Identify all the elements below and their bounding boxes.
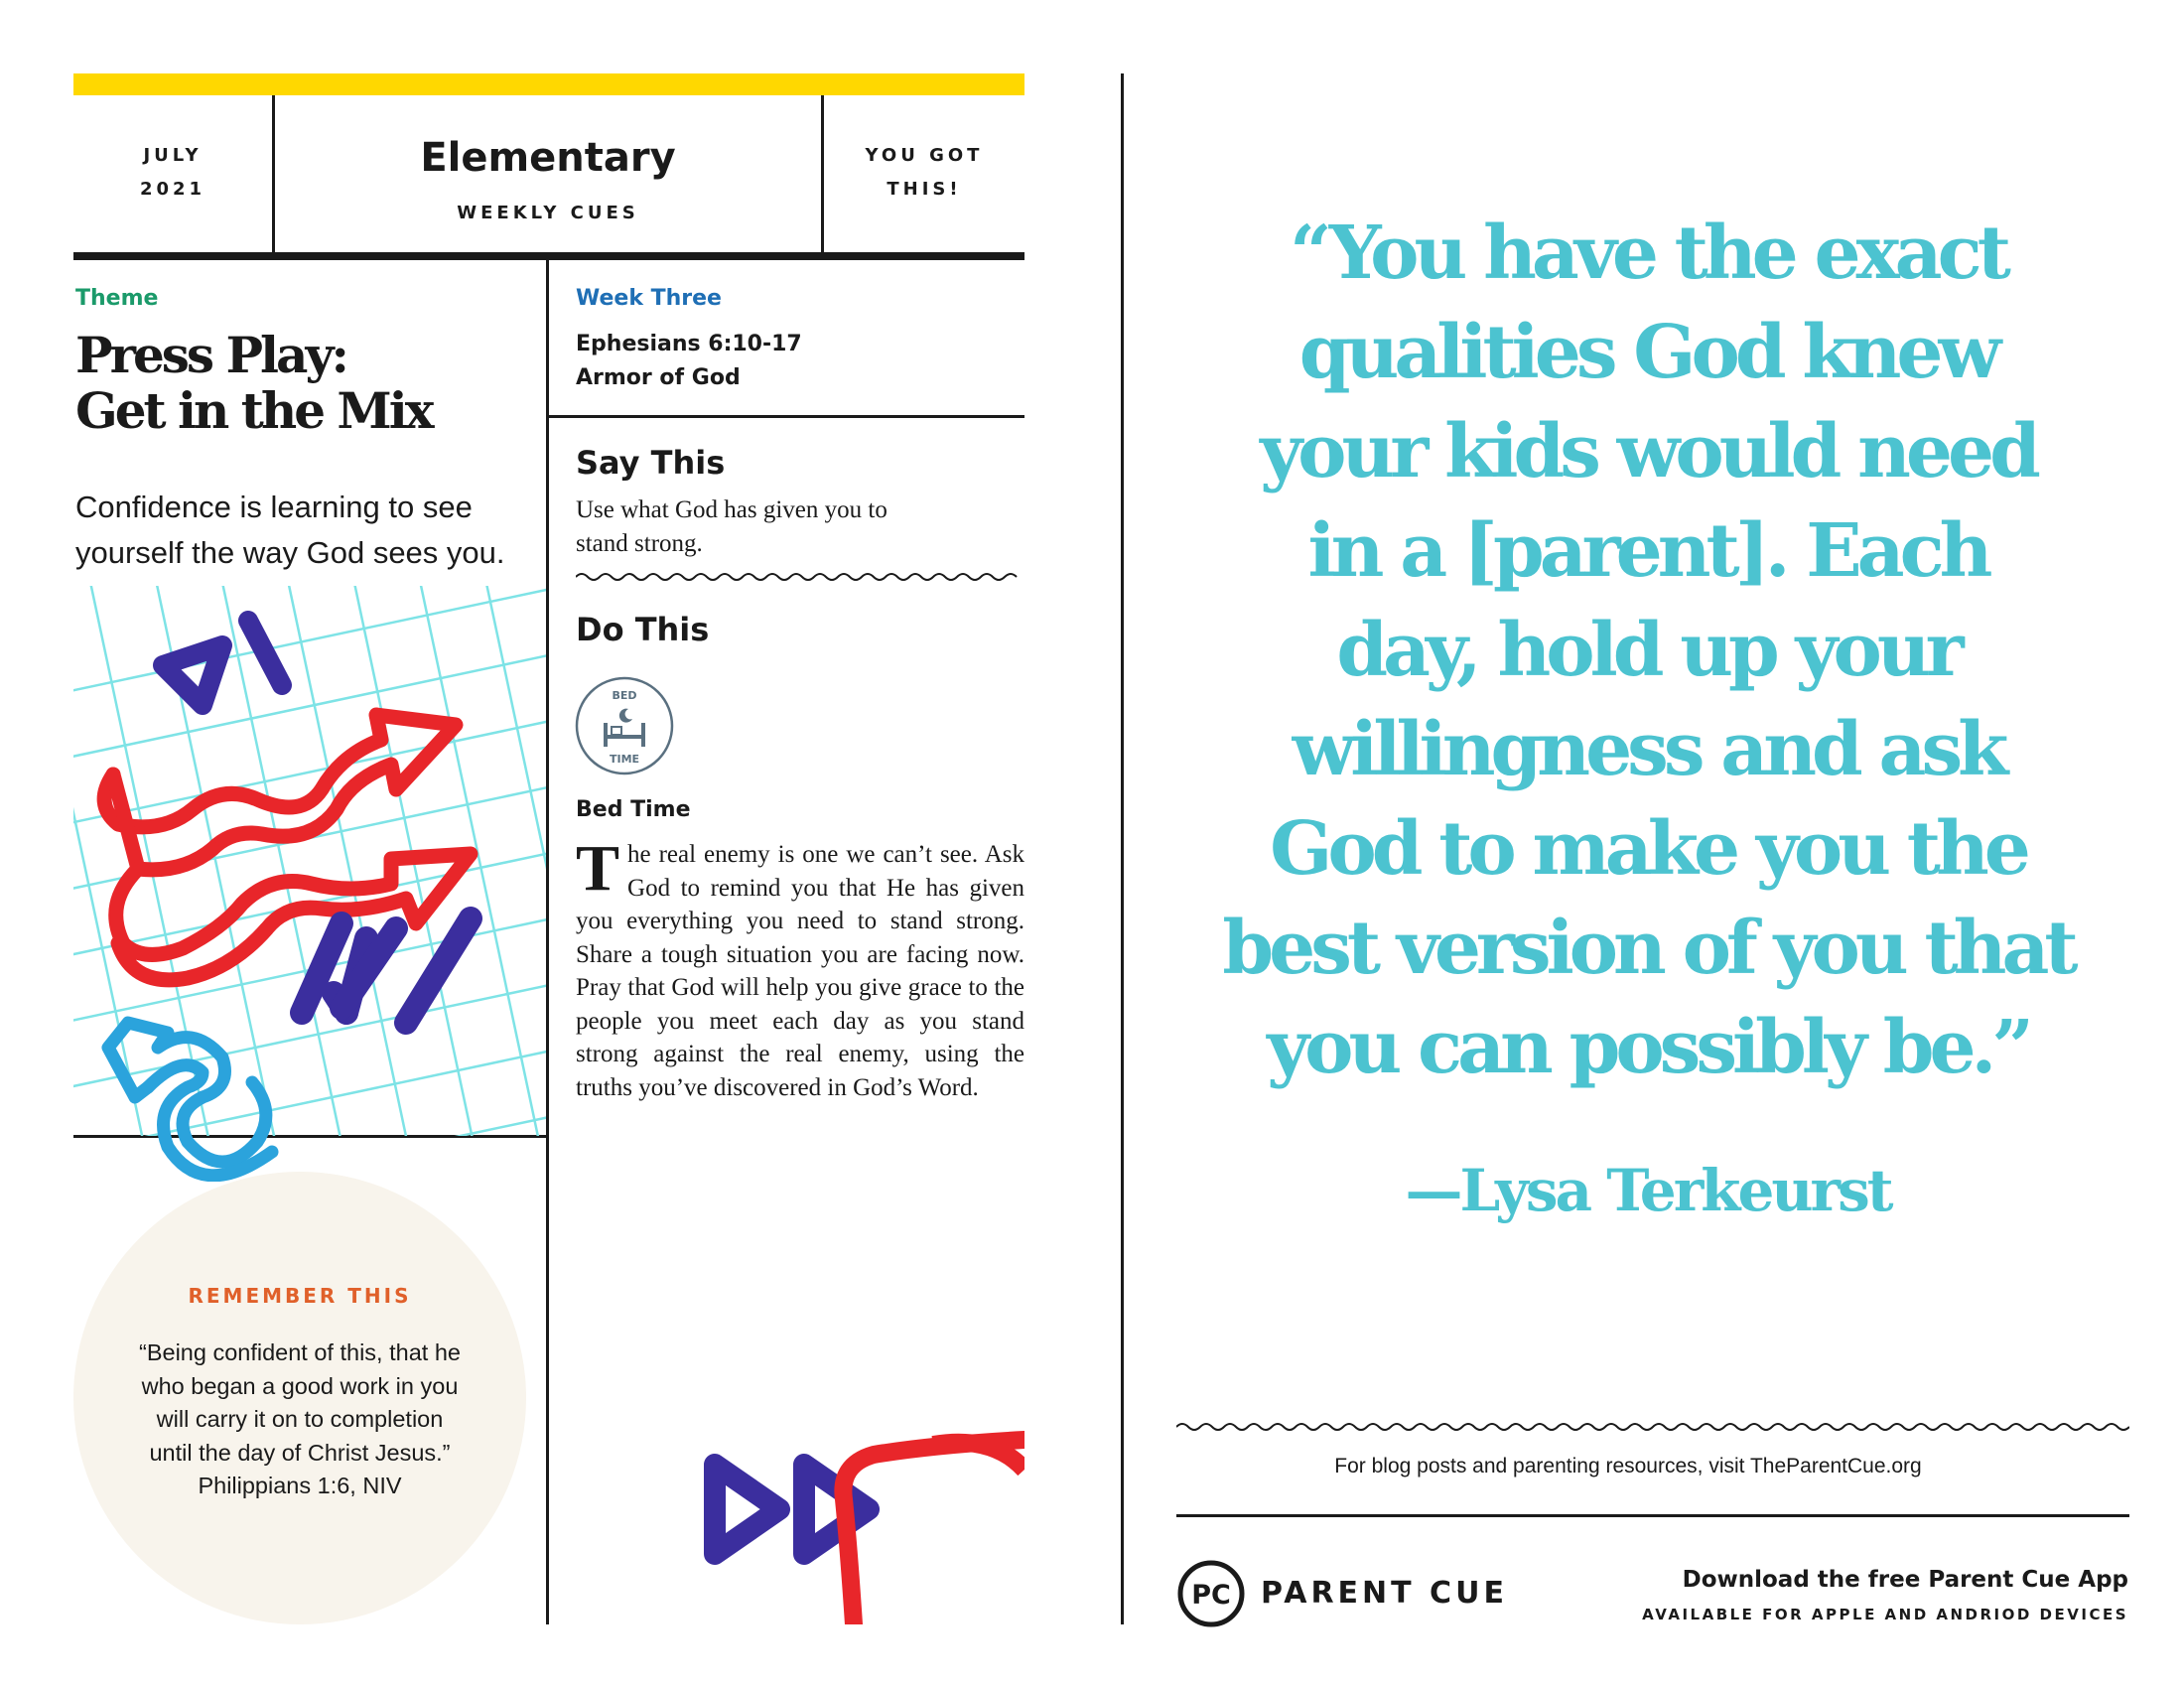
header-tagline-line2: THIS! bbox=[887, 179, 962, 200]
activity-title: Bed Time bbox=[576, 797, 691, 822]
bed-time-icon-top-text: BED bbox=[612, 689, 637, 702]
bed-time-icon bbox=[574, 675, 675, 776]
memory-verse-line2: who began a good work in you bbox=[141, 1372, 459, 1399]
app-download-title: Download the free Parent Cue App bbox=[1682, 1567, 2128, 1593]
press-play-illustration bbox=[73, 586, 546, 1182]
quote-line: best version of you that bbox=[1222, 906, 2074, 991]
memory-verse-reference: Philippians 1:6, NIV bbox=[198, 1473, 402, 1498]
do-this-heading: Do This bbox=[576, 611, 710, 648]
wavy-divider bbox=[576, 570, 1024, 584]
memory-verse-line1: “Being confident of this, that he bbox=[139, 1339, 461, 1365]
quote-line: God to make you the bbox=[1270, 806, 2026, 892]
skip-back-icon bbox=[163, 621, 282, 705]
say-this-heading: Say This bbox=[576, 444, 726, 482]
brand-name: PARENT CUE bbox=[1261, 1576, 1508, 1611]
bed-time-icon-bottom-text: TIME bbox=[609, 753, 640, 766]
parent-cue-logo-icon bbox=[1176, 1559, 1246, 1628]
quote-attribution: —Lysa Terkeurst bbox=[1405, 1157, 1891, 1224]
footer-rule bbox=[1176, 1514, 2129, 1517]
page-subtitle: WEEKLY CUES bbox=[457, 203, 639, 223]
week-label: Week Three bbox=[576, 286, 722, 311]
theme-title-line2: Get in the Mix bbox=[75, 381, 432, 440]
resource-link-text: For blog posts and parenting resources, visit TheParentCue.org bbox=[1334, 1455, 1922, 1477]
header-date bbox=[73, 139, 272, 207]
theme-title-line1: Press Play: bbox=[75, 326, 346, 384]
memory-verse-line3: will carry it on to completion bbox=[156, 1406, 444, 1432]
quote-line: day, hold up your bbox=[1336, 608, 1960, 693]
quote-line: willingness and ask bbox=[1292, 707, 2004, 792]
drop-cap: T bbox=[576, 832, 620, 905]
app-availability-text: AVAILABLE FOR APPLE AND ANDRIOD DEVICES bbox=[1642, 1606, 2128, 1623]
memory-verse bbox=[109, 1336, 490, 1503]
theme-description-line2: yourself the way God sees you. bbox=[75, 535, 505, 570]
quote-line: your kids would need bbox=[1260, 409, 2036, 494]
theme-description-line1: Confidence is learning to see bbox=[75, 490, 473, 524]
activity-body bbox=[576, 832, 1024, 1104]
theme-title bbox=[75, 328, 432, 439]
parent-cue-logo-mark: PC bbox=[1191, 1580, 1231, 1611]
quote-line: in a [parent]. Each bbox=[1307, 508, 1988, 594]
page-title: Elementary bbox=[420, 135, 676, 181]
quote-line: “You have the exact bbox=[1290, 211, 2006, 296]
page-center-divider bbox=[1121, 73, 1124, 1624]
say-this-line2: stand strong. bbox=[576, 530, 703, 557]
header-year: 2021 bbox=[139, 179, 206, 200]
week-details bbox=[576, 328, 802, 395]
week-scripture: Ephesians 6:10-17 bbox=[576, 332, 802, 356]
theme-description bbox=[75, 485, 505, 576]
quote-line: qualities God knew bbox=[1298, 310, 1997, 395]
header-bottom-rule bbox=[73, 252, 1024, 260]
memory-verse-line4: until the day of Christ Jesus.” bbox=[149, 1439, 451, 1466]
featured-quote bbox=[1211, 204, 2085, 1097]
header-month: JULY bbox=[143, 145, 203, 166]
header-tagline-line1: YOU GOT bbox=[865, 145, 984, 166]
header-tagline bbox=[824, 139, 1024, 207]
say-this-line1: Use what God has given you to bbox=[576, 496, 887, 523]
remember-this-label: REMEMBER THIS bbox=[188, 1284, 412, 1308]
column-divider bbox=[546, 260, 549, 1624]
activity-text: he real enemy is one we can’t see. Ask God to remind you that He has given you everything you need to stand strong. Share a tough situation you are facing now. Pray that God will help you give grace to the people you meet each day as you stand strong against the real enemy, using the truths you’ve discovered in God’s Word. bbox=[576, 841, 1024, 1101]
shuffle-icon bbox=[104, 715, 471, 980]
red-curve-line bbox=[843, 1440, 1024, 1624]
week-topic: Armor of God bbox=[576, 365, 741, 390]
quote-line: you can possibly be.” bbox=[1267, 1005, 2029, 1090]
fast-forward-illustration bbox=[695, 1430, 1024, 1624]
say-this-text bbox=[576, 493, 887, 561]
week-section-rule bbox=[549, 415, 1024, 418]
wavy-divider bbox=[1176, 1420, 2129, 1434]
theme-label: Theme bbox=[75, 286, 159, 311]
header-accent-bar bbox=[73, 73, 1024, 95]
